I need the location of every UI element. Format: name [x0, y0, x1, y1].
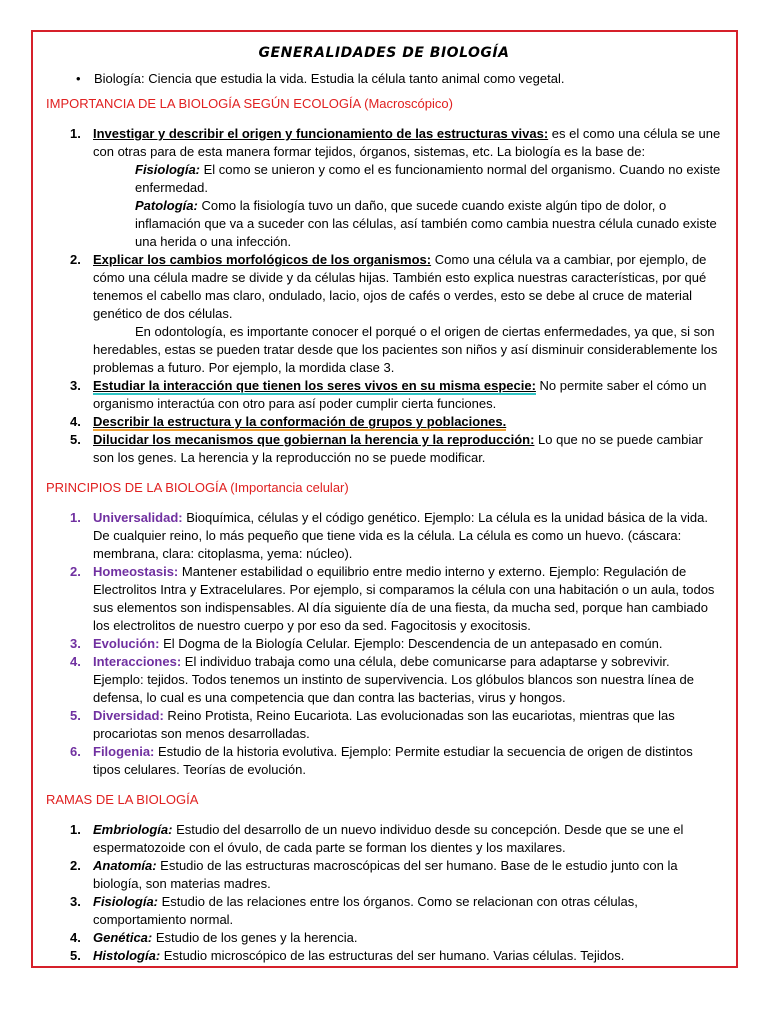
- list-item: 4. Interacciones: El individuo trabaja como una célula, debe comunicarse para adaptarse y sobrevivir. Ejemplo: tejidos. Todos tenemos un instinto de supervivencia. Los glóbulos blancos son nuestra línea de defensa, lo cual es una competencia que dan contra las bacterias, virus y hongos.: [70, 654, 695, 705]
- list-item: 5. Histología: Estudio microscópico de las estructuras del ser humano. Varias células. Tejidos.: [70, 948, 625, 963]
- list-item: 2. Homeostasis: Mantener estabilidad o equilibrio entre medio interno y externo. Ejemplo: Regulación de Electrolitos Intra y Extracelulares. Por ejemplo, si comparamos la célula con una habitación o un aula, todos sus elementos son indispensables. Al día siguiente día de una fiesta, da mucha sed, porque han cambiado los electrolitos de nuestro cuerpo y por eso da sed. Fagocitosis y exocitosis.: [70, 564, 715, 633]
- fisiologia-definition: Fisiología: El como se unieron y como el es funcionamiento normal del organismo. Cuando no existe enfermedad.: [135, 162, 721, 195]
- list-item: 4. Genética: Estudio de los genes y la herencia.: [70, 930, 358, 945]
- patologia-definition: Patología: Como la fisiología tuvo un daño, que sucede cuando existe algún tipo de dolor, o inflamación que va a suceder con las células, así también como cambia nuestra célula cunado existe una herida o una infección.: [135, 198, 717, 249]
- odontologia-paragraph: En odontología, es importante conocer el porqué o el origen de ciertas enfermedades, ya que, si son heredables, estas se pueden tratar desde que los pacientes son niños y así disminuir considerablemente los problemas a futuro. Por ejemplo, la mordida clase 3.: [93, 324, 718, 375]
- section-heading-principios: PRINCIPIOS DE LA BIOLOGÍA (Importancia celular): [46, 480, 349, 495]
- list-item: 3. Evolución: El Dogma de la Biología Celular. Ejemplo: Descendencia de un antepasado en común.: [70, 636, 663, 651]
- list-principios: [46, 509, 722, 779]
- bullet-dot-icon: •: [76, 71, 81, 86]
- list-ramas: [46, 821, 722, 965]
- list-importancia: [46, 125, 722, 467]
- list-item: 2. Anatomía: Estudio de las estructuras macroscópicas del ser humano. Base de le estudio junto con la biología, son materias madres.: [70, 858, 678, 891]
- list-item: 1. Embriología: Estudio del desarrollo de un nuevo individuo desde su concepción. Desde que se une el espermatozoide con el óvulo, de cada parte se forman los dientes y los maxilares.: [70, 822, 684, 855]
- intro-bullet: [46, 70, 722, 88]
- list-item: 3. Estudiar la interacción que tienen los seres vivos en su misma especie: No permite saber el cómo un organismo interactúa con otro para así poder cumplir cierta funciones.: [70, 378, 707, 411]
- section-heading-importancia: IMPORTANCIA DE LA BIOLOGÍA SEGÚN ECOLOGÍA (Macroscópico): [46, 96, 453, 111]
- section-heading-ramas: RAMAS DE LA BIOLOGÍA: [46, 792, 199, 807]
- list-item: 4. Describir la estructura y la conformación de grupos y poblaciones.: [70, 414, 507, 429]
- intro-text: Biología: Ciencia que estudia la vida. Estudia la célula tanto animal como vegetal.: [94, 71, 565, 86]
- page-title: GENERALIDADES DE BIOLOGÍA: [258, 45, 510, 61]
- list-item: 6. Filogenia: Estudio de la historia evolutiva. Ejemplo: Permite estudiar la secuencia de origen de distintos tipos celulares. Teorías de evolución.: [70, 744, 693, 777]
- list-item: 5. Dilucidar los mecanismos que gobiernan la herencia y la reproducción: Lo que no se puede cambiar son los genes. La herencia y la reproducción no se puede modificar.: [70, 432, 703, 465]
- list-item: 3. Fisiología: Estudio de las relaciones entre los órganos. Como se relacionan con otras células, comportamiento normal.: [70, 894, 638, 927]
- list-item: 5. Diversidad: Reino Protista, Reino Eucariota. Las evolucionadas son las eucariotas, mientras que las procariotas son menos desarrolladas.: [70, 708, 675, 741]
- list-item: 1. Universalidad: Bioquímica, células y el código genético. Ejemplo: La célula es la unidad básica de la vida. De cualquier reino, lo más pequeño que tiene vida es la célula. La célula es como un huevo. (cáscara: membrana, clara: citoplasma, yema: núcleo).: [70, 510, 708, 561]
- list-item: 1. Investigar y describir el origen y funcionamiento de las estructuras vivas: es el como una célula se une con otras para de esta manera formar tejidos, órganos, sistemas, etc. La biología es la base de: Fisiología: El como se unieron y como el es funcionamiento normal del organismo. Cuando no existe enfermedad. Patología: Como la fisiología tuvo un daño, que sucede cuando existe algún tipo de dolor, o inflamación que va a suceder con las células, así también como cambia nuestra célula cunado existe una herida o una infección.: [70, 126, 721, 249]
- document-body: [46, 44, 722, 977]
- list-item: 2. Explicar los cambios morfológicos de los organismos: Como una célula va a cambiar, por ejemplo, de cómo una célula madre se divide y da células hijas. También esto explica nuestras características, por qué tenemos el cabello mas claro, ondulado, lacio, ojos de cafés o verdes, esto se debe al cruce de material genético de dos células. En odontología, es importante conocer el porqué o el origen de ciertas enfermedades, ya que, si son heredables, estas se pueden tratar desde que los pacientes son niños y así disminuir considerablemente los problemas a futuro. Por ejemplo, la mordida clase 3.: [46, 251, 722, 377]
